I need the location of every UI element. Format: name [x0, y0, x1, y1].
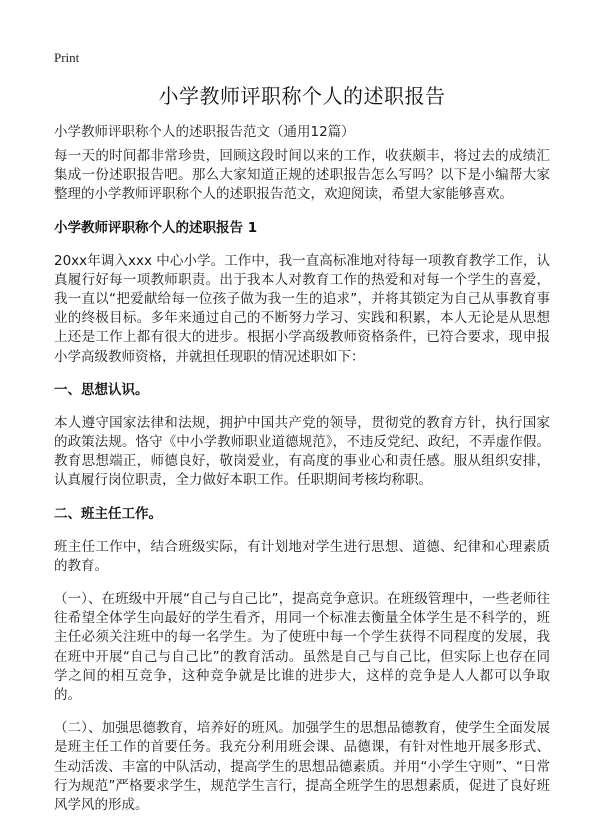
heading-class-teacher: 二、班主任工作。 [54, 505, 162, 522]
intro-paragraph: 每一天的时间都非常珍贵，回顾这段时间以来的工作，收获颇丰，将过去的成绩汇集成一份述职报告吧。那么大家知道正规的述职报告怎么写吗？以下是小编帮大家整理的小学教师评职称个人的述职报告范文，欢迎阅读，希望大家能够喜欢。 [54, 148, 550, 203]
paragraph-ideology: 本人遵守国家法律和法规，拥护中国共产党的领导，贯彻党的教育方针，执行国家的政策法规。恪守《中小学教师职业道德规范》，不违反党纪、政纪，不弄虚作假。教育思想端正，师德良好，敬岗爱业，有高度的事业心和责任感。服从组织安排，认真履行岗位职责，全力做好本职工作。任职期间考核均称职。 [54, 414, 550, 489]
paragraph-self-comparison: （一）、在班级中开展“自己与自己比”，提高竞争意识。在班级管理中，一些老师往往希望全体学生向最好的学生看齐，用同一个标准去衡量全体学生是不科学的，班主任必须关注班中的每一名学生。为了使班中每一个学生获得不同程度的发展，我在班中开展“自己与自己比”的教育活动。虽然是自己与自己比，但实际上也存在同学之间的相互竞争，这种竞争就是比谁的进步大，这样的竞争是人人都可以争取的。 [54, 591, 550, 704]
paragraph-background: 20xx年调入xxx 中心小学。工作中，我一直高标准地对待每一项教育教学工作，认真履行好每一项教师职责。出于我本人对教育工作的热爱和对每一个学生的喜爱，我一直以“把爱献给每一位孩子做为我一生的追求”，并将其锁定为自己从事教育事业的终极目标。多年来通过自己的不断努力学习、实践和积累，本人无论是从思想上还是工作上都有很大的进步。根据小学高级教师资格条件，已符合要求，现申报小学高级教师资格，并就担任现职的情况述职如下： [54, 252, 550, 365]
document-title: 小学教师评职称个人的述职报告 [158, 84, 446, 108]
print-label: Print [54, 50, 80, 65]
document-subtitle: 小学教师评职称个人的述职报告范文（通用12篇） [54, 124, 355, 140]
paragraph-class-teacher-intro: 班主任工作中，结合班级实际，有计划地对学生进行思想、道德、纪律和心理素质的教育。 [54, 538, 550, 574]
heading-ideology: 一、思想认识。 [54, 381, 149, 398]
paragraph-moral-education: （二）、加强思德教育，培养好的班风。加强学生的思想品德教育，使学生全面发展是班主任工作的首要任务。我充分利用班会课、品德课，有针对性地开展多形式、生动活泼、丰富的中队活动，提高学生的思想品德素质。并用“小学生守则”、“日常行为规范”严格要求学生，规范学生言行，提高全班学生的思想素质，促进了良好班风学风的形成。 [54, 720, 550, 814]
document-body [54, 147, 550, 829]
section-title: 小学教师评职称个人的述职报告 1 [54, 219, 258, 236]
